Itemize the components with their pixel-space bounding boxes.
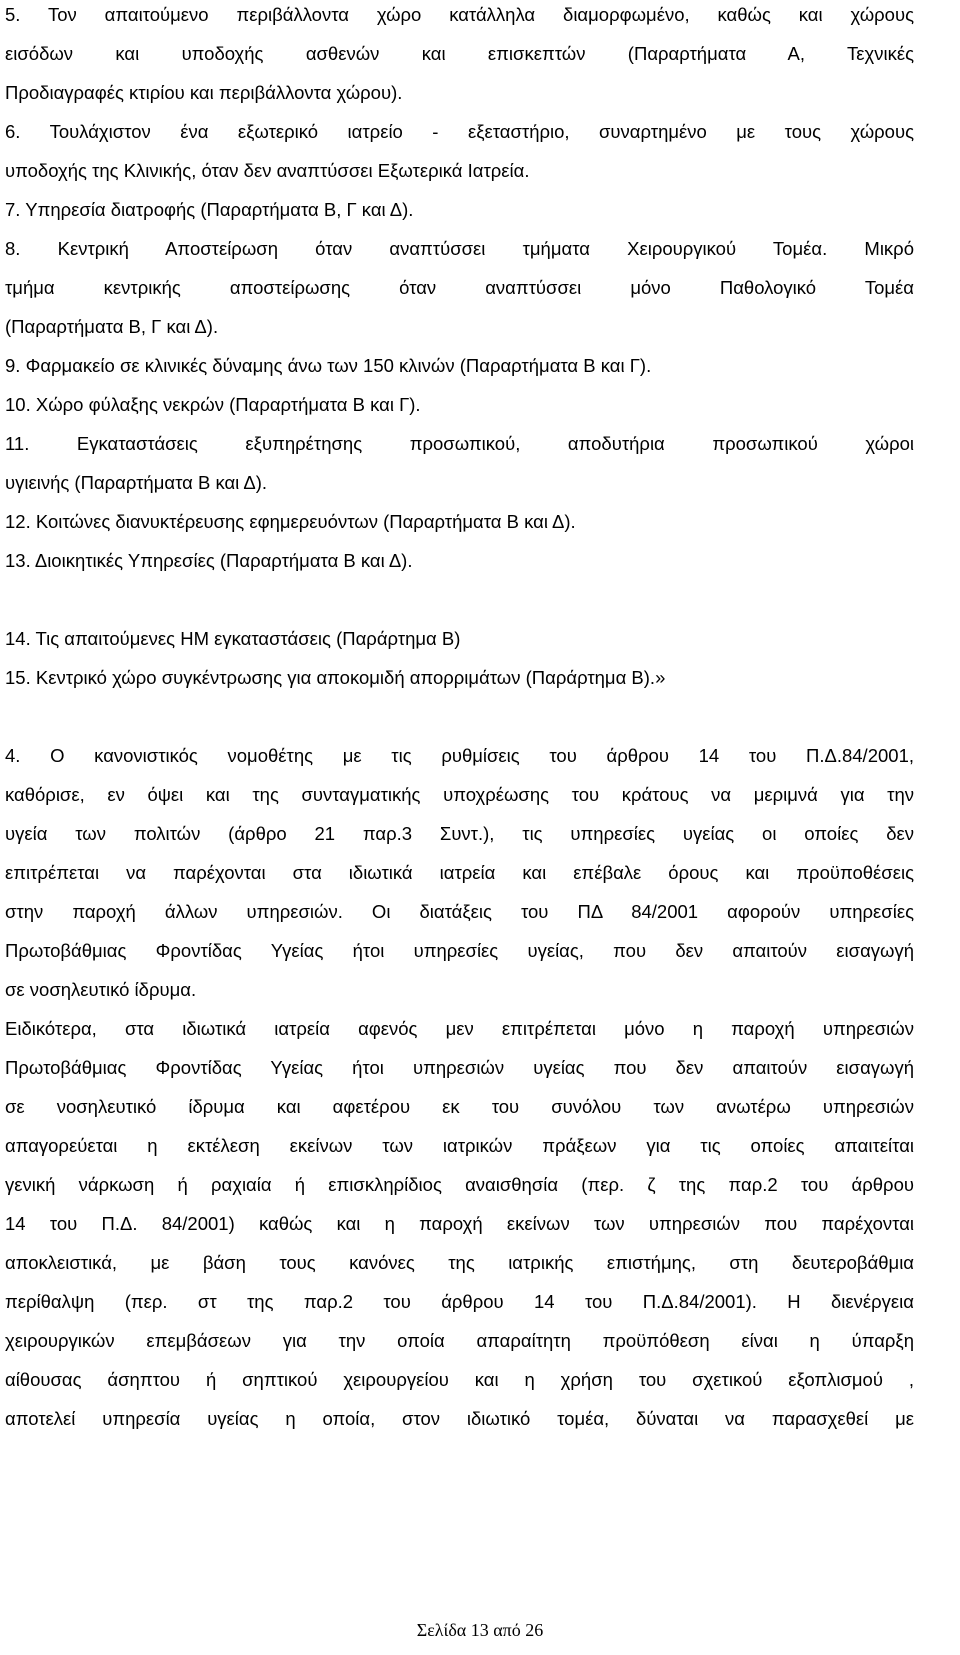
- text-line: χειρουργικών επεμβάσεων για την οποία απαραίτητη προϋπόθεση είναι η ύπαρξη: [5, 1330, 914, 1351]
- text-line: 12. Κοιτώνες διανυκτέρευσης εφημερευόντων (Παραρτήματα Β και Δ).: [5, 511, 576, 532]
- text-line: 5. Τον απαιτούμενο περιβάλλοντα χώρο κατάλληλα διαμορφωμένο, καθώς και χώρους: [5, 4, 914, 25]
- text-line: υποδοχής της Κλινικής, όταν δεν αναπτύσσει Εξωτερικά Ιατρεία.: [5, 160, 530, 181]
- text-line: 7. Υπηρεσία διατροφής (Παραρτήματα Β, Γ και Δ).: [5, 199, 414, 220]
- text-line: (Παραρτήματα Β, Γ και Δ).: [5, 316, 219, 337]
- text-line: αποκλειστικά, με βάση τους κανόνες της ιατρικής επιστήμης, στη δευτεροβάθμια: [5, 1252, 914, 1273]
- text-line: 4. Ο κανονιστικός νομοθέτης με τις ρυθμίσεις του άρθρου 14 του Π.Δ.84/2001,: [5, 745, 914, 766]
- text-line: περίθαλψη (περ. στ της παρ.2 του άρθρου 14 του Π.Δ.84/2001). Η διενέργεια: [5, 1291, 914, 1312]
- text-line: Ειδικότερα, στα ιδιωτικά ιατρεία αφενός μεν επιτρέπεται μόνο η παροχή υπηρεσιών: [5, 1018, 914, 1039]
- text-line: 9. Φαρμακείο σε κλινικές δύναμης άνω των 150 κλινών (Παραρτήματα Β και Γ).: [5, 355, 652, 376]
- text-line: στην παροχή άλλων υπηρεσιών. Οι διατάξεις του ΠΔ 84/2001 αφορούν υπηρεσίες: [5, 901, 914, 922]
- text-line: Πρωτοβάθμιας Φροντίδας Υγείας ήτοι υπηρεσίες υγείας, που δεν απαιτούν εισαγωγή: [5, 940, 914, 961]
- text-line: 13. Διοικητικές Υπηρεσίες (Παραρτήματα Β και Δ).: [5, 550, 413, 571]
- text-line: καθόρισε, εν όψει και της συνταγματικής υποχρέωσης του κράτους να μεριμνά για την: [5, 784, 914, 805]
- text-line: 14 του Π.Δ. 84/2001) καθώς και η παροχή εκείνων των υπηρεσιών που παρέχονται: [5, 1213, 914, 1234]
- text-line: 6. Τουλάχιστον ένα εξωτερικό ιατρείο - εξεταστήριο, συναρτημένο με τους χώρους: [5, 121, 914, 142]
- text-line: 8. Κεντρική Αποστείρωση όταν αναπτύσσει τμήματα Χειρουργικού Τομέα. Μικρό: [5, 238, 914, 259]
- text-line: σε νοσηλευτικό ίδρυμα και αφετέρου εκ του συνόλου των ανωτέρω υπηρεσιών: [5, 1096, 914, 1117]
- text-line: αίθουσας άσηπτου ή σηπτικού χειρουργείου και η χρήση του σχετικού εξοπλισμού ,: [5, 1369, 914, 1390]
- text-line: επιτρέπεται να παρέχονται στα ιδιωτικά ιατρεία και επέβαλε όρους και προϋποθέσεις: [5, 862, 914, 883]
- text-line: Πρωτοβάθμιας Φροντίδας Υγείας ήτοι υπηρεσιών υγείας που δεν απαιτούν εισαγωγή: [5, 1057, 914, 1078]
- page-number-footer: Σελίδα 13 από 26: [416, 1620, 544, 1640]
- text-line: υγεία των πολιτών (άρθρο 21 παρ.3 Συντ.), τις υπηρεσίες υγείας οι οποίες δεν: [5, 823, 914, 844]
- text-line: 14. Τις απαιτούμενες ΗΜ εγκαταστάσεις (Παράρτημα Β): [5, 628, 461, 649]
- text-line: Προδιαγραφές κτιρίου και περιβάλλοντα χώρου).: [5, 82, 403, 103]
- text-line: εισόδων και υποδοχής ασθενών και επισκεπτών (Παραρτήματα Α, Τεχνικές: [5, 43, 914, 64]
- text-line: 10. Χώρο φύλαξης νεκρών (Παραρτήματα Β και Γ).: [5, 394, 421, 415]
- text-line: αποτελεί υπηρεσία υγείας η οποία, στον ιδιωτικό τομέα, δύναται να παρασχεθεί με: [5, 1408, 914, 1429]
- text-line: γενική νάρκωση ή ραχιαία ή επισκληρίδιος αναισθησία (περ. ζ της παρ.2 του άρθρου: [5, 1174, 914, 1195]
- text-line: σε νοσηλευτικό ίδρυμα.: [5, 979, 197, 1000]
- text-line: απαγορεύεται η εκτέλεση εκείνων των ιατρικών πράξεων για τις οποίες απαιτείται: [5, 1135, 914, 1156]
- text-line: τμήμα κεντρικής αποστείρωσης όταν αναπτύσσει μόνο Παθολογικό Τομέα: [5, 277, 914, 298]
- text-line: υγιεινής (Παραρτήματα Β και Δ).: [5, 472, 268, 493]
- text-line: 11. Εγκαταστάσεις εξυπηρέτησης προσωπικού, αποδυτήρια προσωπικού χώροι: [5, 433, 914, 454]
- text-line: 15. Κεντρικό χώρο συγκέντρωσης για αποκομιδή απορριμάτων (Παράρτημα Β).»: [5, 667, 666, 688]
